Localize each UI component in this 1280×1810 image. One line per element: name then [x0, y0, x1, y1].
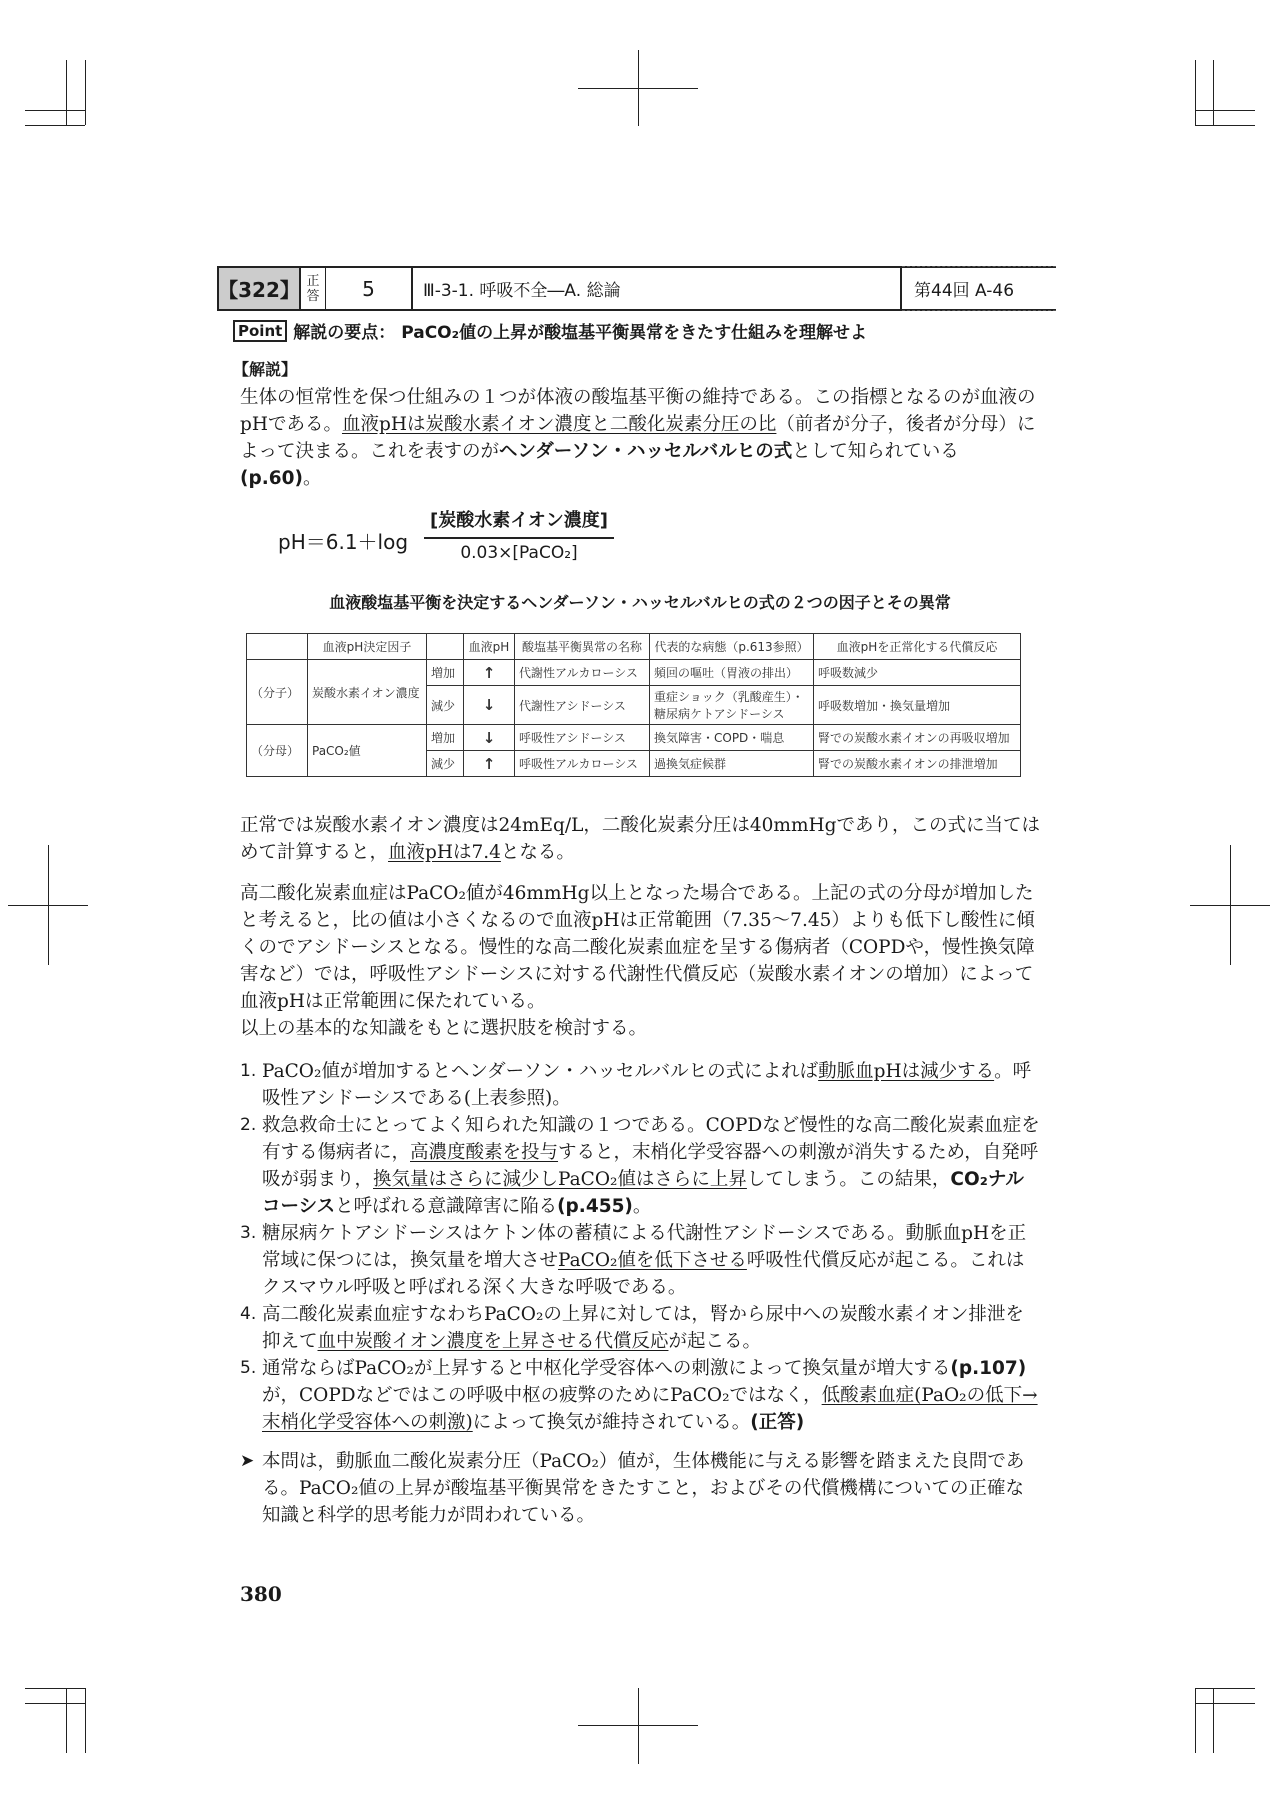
correct-answer-label: (正答): [750, 1412, 805, 1433]
crop-mark: [1213, 1688, 1214, 1753]
text: 以上の基本的な知識をもとに選択肢を検討する。: [240, 1018, 648, 1039]
crop-mark: [66, 60, 67, 125]
seikai-char: 答: [306, 288, 320, 304]
page-reference: (p.455): [557, 1196, 633, 1217]
seikai-char: 正: [306, 273, 320, 289]
arrow-right-icon: ➤: [240, 1451, 255, 1471]
section-label: 【解説】: [233, 360, 298, 379]
text: が，COPDなどではこの呼吸中枢の疲弊のためにPaCO₂ではなく，: [262, 1385, 822, 1406]
list-item: [240, 1112, 1040, 1220]
seikai-label: [301, 268, 326, 309]
text: 。: [302, 468, 322, 489]
formula-denominator: 0.03×[PaCO₂]: [460, 543, 578, 563]
question-number: 【322】: [219, 268, 301, 309]
table-cell: 重症ショック（乳酸産生）・糖尿病ケトアシドーシス: [650, 686, 814, 725]
table-cell: 呼吸性アシドーシス: [515, 725, 650, 751]
summary-item: [240, 1448, 1040, 1529]
crop-mark: [1195, 125, 1255, 126]
arrow-up-icon: ↑: [464, 660, 515, 686]
crop-mark: [25, 1703, 85, 1704]
table-header: 酸塩基平衡異常の名称: [515, 634, 650, 660]
crop-mark: [85, 1688, 86, 1753]
text: （前者が分子，後者が分母）によって決まる。これを表すのが: [240, 414, 1036, 462]
table-header: 血液pHを正常化する代償反応: [814, 634, 1021, 660]
table-cell: 増加: [427, 660, 464, 686]
crop-mark: [1195, 1688, 1196, 1753]
table-cell: 増加: [427, 725, 464, 751]
table-header: 代表的な病態（p.613参照）: [650, 634, 814, 660]
bold-text: CO₂ナルコーシス: [262, 1169, 1024, 1217]
table-cell: 代謝性アルカローシス: [515, 660, 650, 686]
table-cell: 頻回の嘔吐（胃液の排出）: [650, 660, 814, 686]
text: によって換気が維持されている。: [472, 1412, 751, 1433]
underlined-text: 血中炭酸イオン濃度を上昇させる代償反応: [317, 1331, 669, 1352]
underlined-text: 動脈血pHは減少する: [818, 1061, 995, 1082]
page-number: 380: [240, 1582, 282, 1606]
text: が起こる。: [668, 1331, 761, 1352]
crop-mark: [1190, 905, 1270, 906]
text: 通常ならばPaCO₂が上昇すると中枢化学受容体への刺激によって換気量が増大する: [262, 1358, 951, 1379]
crop-mark: [638, 50, 639, 126]
crop-mark: [25, 125, 85, 126]
table-cell: 呼吸性アルカローシス: [515, 751, 650, 777]
fraction-bar: [424, 537, 614, 539]
table-title: 血液酸塩基平衡を決定するヘンダーソン・ハッセルバルヒの式の２つの因子とその異常: [329, 593, 951, 612]
underlined-text: 低酸素血症(PaO₂の低下→末梢化学受容体への刺激): [262, 1385, 1038, 1433]
paragraph-hypercapnia: [240, 880, 1040, 1042]
category: Ⅲ-3-1. 呼吸不全―A. 総論: [413, 268, 902, 309]
bold-text: ヘンダーソン・ハッセルバルヒの式: [499, 441, 793, 462]
page-reference: (p.107): [950, 1358, 1027, 1379]
text: 救急救命士にとってよく知られた知識の１つである。COPDなど慢性的な高二酸化炭素血症を有する傷病者に，: [262, 1115, 1040, 1163]
item-number: 1.: [240, 1061, 257, 1081]
table-cell: 過換気症候群: [650, 751, 814, 777]
crop-mark: [1195, 1688, 1255, 1689]
underlined-text: 高濃度酸素を投与: [410, 1142, 559, 1163]
crop-mark: [1195, 110, 1255, 111]
text: 正常では炭酸水素イオン濃度は24mEq/L，二酸化炭素分圧は40mmHgであり，この式に当てはめて計算すると，: [240, 815, 1040, 863]
table-cell: 減少: [427, 751, 464, 777]
table-cell: （分子）: [247, 660, 308, 725]
table-header: 血液pH: [464, 634, 515, 660]
underlined-text: 血液pHは炭酸水素イオン濃度と二酸化炭素分圧の比: [341, 414, 777, 435]
underlined-text: 換気量はさらに減少しPaCO₂値はさらに上昇: [373, 1169, 747, 1190]
item-number: 5.: [240, 1358, 257, 1378]
arrow-up-icon: ↑: [464, 751, 515, 777]
answer-value: 5: [326, 268, 413, 309]
list-item: [240, 1301, 1040, 1355]
point-text: 解説の要点： PaCO₂値の上昇が酸塩基平衡異常をきたす仕組みを理解せよ: [293, 323, 868, 343]
crop-mark: [638, 1688, 639, 1764]
text: 高二酸化炭素血症すなわちPaCO₂の上昇に対しては，腎から尿中への炭酸水素イオン排泄を抑えて: [262, 1304, 1024, 1352]
table-header: 血液pH決定因子: [308, 634, 427, 660]
text: 。呼吸性アシドーシスである(上表参照)。: [262, 1061, 1032, 1109]
table-cell: 減少: [427, 686, 464, 725]
crop-mark: [8, 905, 88, 906]
point-badge-icon: Point: [233, 320, 287, 342]
crop-mark: [1213, 60, 1214, 125]
table-header: [427, 634, 464, 660]
list-item: [240, 1220, 1040, 1301]
point-line: [233, 318, 867, 343]
table-cell: 腎での炭酸水素イオンの再吸収増加: [814, 725, 1021, 751]
arrow-down-icon: ↓: [464, 686, 515, 725]
list-item: [240, 1058, 1040, 1112]
table-header: [247, 634, 308, 660]
list-item: [240, 1355, 1040, 1436]
table-cell: 換気障害・COPD・喘息: [650, 725, 814, 751]
text: してしまう。この結果，: [746, 1169, 951, 1190]
table-cell: 呼吸数減少: [814, 660, 1021, 686]
table-cell: 呼吸数増加・換気量増加: [814, 686, 1021, 725]
crop-mark: [1195, 60, 1196, 125]
text: 呼吸性代償反応が起こる。これはクスマウル呼吸と呼ばれる深く大きな呼吸である。: [262, 1250, 1025, 1298]
item-number: 4.: [240, 1304, 257, 1324]
table-cell: 炭酸水素イオン濃度: [308, 660, 427, 725]
crop-mark: [85, 60, 86, 125]
text: 生体の恒常性を保つ仕組みの１つが体液の酸塩基平衡の維持である。この指標となるのが血液のpHである。: [240, 387, 1036, 435]
acid-base-table: [246, 633, 1021, 777]
table-header-row: [247, 634, 1021, 660]
formula-numerator: [炭酸水素イオン濃度]: [430, 510, 608, 531]
item-number: 3.: [240, 1223, 257, 1243]
crop-mark: [25, 110, 85, 111]
text: 。: [632, 1196, 652, 1217]
underlined-text: PaCO₂値を低下させる: [558, 1250, 747, 1271]
paragraph-intro: [240, 384, 1040, 492]
text: すると，末梢化学受容器への刺激が消失するため，自発呼吸が弱まり，: [262, 1142, 1039, 1190]
formula-lhs: pH＝6.1＋log: [278, 530, 409, 554]
crop-mark: [66, 1688, 67, 1753]
summary-text: 本問は，動脈血二酸化炭素分圧（PaCO₂）値が，生体機能に与える影響を踏まえた良問である。PaCO₂値の上昇が酸塩基平衡異常をきたすこと，およびその代償機構についての正確な知識と科学的思考能力が問われている。: [262, 1451, 1025, 1526]
table-cell: （分母）: [247, 725, 308, 777]
page-reference: (p.60): [240, 468, 303, 489]
table-cell: 腎での炭酸水素イオンの排泄増加: [814, 751, 1021, 777]
table-cell: 代謝性アシドーシス: [515, 686, 650, 725]
crop-mark: [1195, 1703, 1255, 1704]
choice-list: [240, 1058, 1040, 1436]
text: となる。: [500, 842, 575, 863]
text: として知られている: [792, 441, 959, 462]
henderson-formula: [278, 510, 638, 570]
summary: [240, 1448, 1040, 1529]
underlined-text: 血液pHは7.4: [388, 842, 501, 863]
text: 高二酸化炭素血症はPaCO₂値が46mmHg以上となった場合である。上記の式の分母が増加したと考えると，比の値は小さくなるので血液pHは正常範囲（7.35～7.45）よりも低下し酸性に傾くのでアシドーシスとなる。慢性的な高二酸化炭素血症を呈する傷病者（COPDや，慢性換気障害など）では，呼吸性アシドーシスに対する代謝性代償反応（炭酸水素イオンの増加）によって血液pHは正常範囲に保たれている。: [240, 883, 1035, 1012]
table-cell: PaCO₂値: [308, 725, 427, 777]
table-row: [247, 660, 1021, 686]
arrow-down-icon: ↓: [464, 725, 515, 751]
item-number: 2.: [240, 1115, 257, 1135]
crop-mark: [25, 1688, 85, 1689]
paragraph-normal: [240, 812, 1040, 866]
table-row: [247, 725, 1021, 751]
text: と呼ばれる意識障害に陥る: [335, 1196, 558, 1217]
exam-round: 第44回 A-46: [902, 266, 1056, 311]
text: 糖尿病ケトアシドーシスはケトン体の蓄積による代謝性アシドーシスである。動脈血pHを正常域に保つには，換気量を増大させ: [262, 1223, 1027, 1271]
question-header: [217, 266, 1056, 311]
text: PaCO₂値が増加するとヘンダーソン・ハッセルバルヒの式によれば: [262, 1061, 819, 1082]
